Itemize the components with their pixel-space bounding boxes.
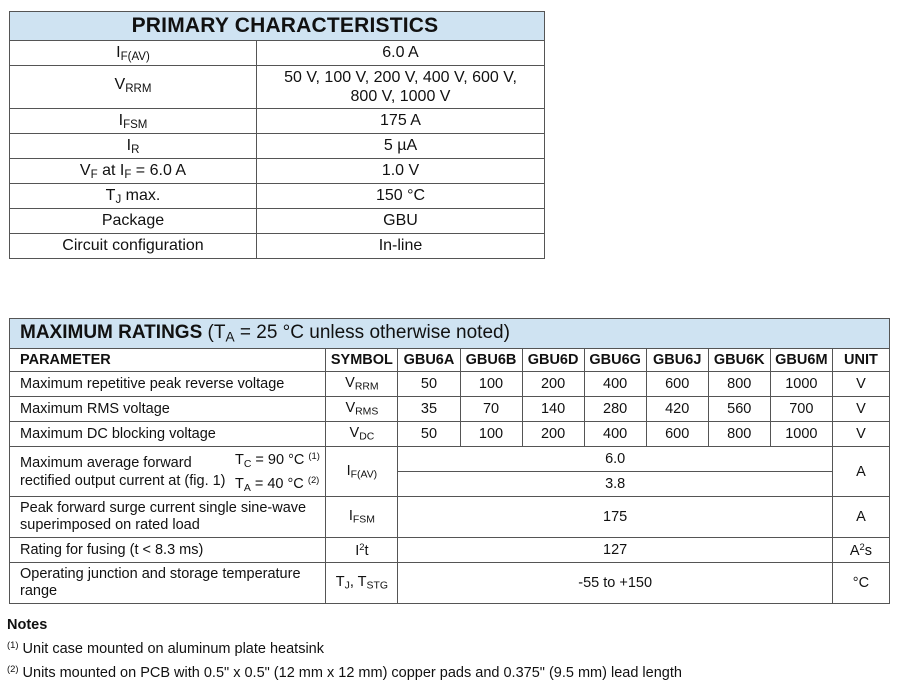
table-row (10, 134, 545, 159)
value-cell: 400 (584, 422, 646, 447)
value-cell: 50 (398, 422, 460, 447)
value-cell: 700 (770, 397, 832, 422)
table-row (10, 184, 545, 209)
column-header: GBU6M (770, 349, 832, 372)
param-cell (10, 159, 257, 184)
table-row (10, 422, 890, 447)
symbol-cell (326, 397, 398, 422)
note-text: Units mounted on PCB with 0.5" x 0.5" (12 mm x 12 mm) copper pads and 0.375" (9.5 mm) lead length (18, 665, 682, 682)
table-row (10, 563, 890, 604)
value-cell: 280 (584, 397, 646, 422)
value-cell: 175 A (257, 109, 545, 134)
condition-text: = 40 °C (250, 476, 308, 493)
value-cell: 175 (398, 497, 832, 538)
symbol-text: V (349, 425, 360, 442)
value-cell: In-line (257, 234, 545, 259)
symbol-text: V (345, 400, 356, 417)
value-cell: 1000 (770, 422, 832, 447)
value-cell: 600 (646, 372, 708, 397)
column-header: GBU6G (584, 349, 646, 372)
symbol-cell (326, 497, 398, 538)
note-item (7, 659, 682, 683)
table-row (10, 397, 890, 422)
table-row (10, 234, 545, 259)
value-cell: 600 (646, 422, 708, 447)
note-text: Unit case mounted on aluminum plate heatsink (18, 641, 324, 658)
unit-cell: °C (832, 563, 889, 604)
symbol-text: , T (349, 574, 367, 591)
param-cell: Maximum DC blocking voltage (10, 422, 326, 447)
symbol-cell (326, 563, 398, 604)
param-subscript: F (124, 168, 132, 181)
param-subscript: FSM (123, 118, 148, 131)
param-cell: Package (10, 209, 257, 234)
footnote-ref: (2) (307, 474, 320, 485)
value-cell: 150 °C (257, 184, 545, 209)
unit-cell: A (832, 497, 889, 538)
condition-text: T (235, 452, 244, 469)
symbol-subscript: J (344, 580, 350, 592)
param-line: superimposed on rated load (20, 517, 200, 533)
unit-cell: V (832, 422, 889, 447)
symbol-text: V (345, 375, 355, 392)
condition-text: (T (207, 322, 226, 344)
symbol-subscript: RMS (355, 406, 379, 418)
param-cell (10, 41, 257, 66)
symbol-subscript: RRM (354, 381, 379, 393)
condition-text: T (235, 476, 244, 493)
table-row (10, 447, 890, 472)
param-cell: Rating for fusing (t < 8.3 ms) (10, 538, 326, 563)
param-text: at I (97, 161, 125, 179)
param-cell (10, 109, 257, 134)
symbol-subscript: STG (366, 580, 388, 592)
param-text: max. (121, 186, 161, 204)
param-line: Peak forward surge current single sine-wave (20, 500, 307, 516)
symbol-text: t (364, 543, 369, 560)
unit-cell: V (832, 372, 889, 397)
param-line: Maximum average forward (20, 455, 192, 471)
param-subscript: F(AV) (120, 50, 150, 63)
param-cell: Maximum RMS voltage (10, 397, 326, 422)
symbol-cell (326, 372, 398, 397)
condition-text: = 25 °C unless otherwise noted) (234, 322, 510, 344)
column-header: PARAMETER (10, 349, 326, 372)
param-text: V (114, 76, 126, 94)
value-cell: 100 (460, 372, 522, 397)
param-text: I (126, 136, 132, 154)
condition-tc (235, 450, 320, 470)
value-cell: 100 (460, 422, 522, 447)
value-cell: 50 (398, 372, 460, 397)
table-row (10, 109, 545, 134)
value-cell: -55 to +150 (398, 563, 832, 604)
value-cell: 1000 (770, 372, 832, 397)
ratings-title: MAXIMUM RATINGS (20, 322, 203, 344)
symbol-cell (326, 422, 398, 447)
value-cell: 800 (708, 422, 770, 447)
value-cell: 3.8 (398, 472, 832, 497)
param-line: rectified output current at (fig. 1) (20, 473, 226, 489)
symbol-cell (326, 538, 398, 563)
column-header: UNIT (832, 349, 889, 372)
unit-cell: V (832, 397, 889, 422)
param-cell (10, 134, 257, 159)
maximum-ratings-table (9, 318, 890, 604)
param-text: I (118, 111, 124, 129)
param-cell (10, 447, 326, 497)
value-cell: 400 (584, 372, 646, 397)
table-row (10, 209, 545, 234)
symbol-subscript: DC (359, 431, 375, 443)
unit-cell (832, 538, 889, 563)
param-cell: Circuit configuration (10, 234, 257, 259)
param-text (20, 454, 226, 490)
param-line: range (20, 583, 58, 599)
value-cell: 6.0 A (257, 41, 545, 66)
value-cell: 127 (398, 538, 832, 563)
condition-subscript: C (243, 458, 252, 470)
param-subscript: RRM (125, 82, 152, 95)
unit-text: s (864, 543, 873, 560)
param-cell (10, 563, 326, 604)
value-cell: 6.0 (398, 447, 832, 472)
condition-text: = 90 °C (251, 452, 309, 469)
symbol-subscript: F(AV) (350, 469, 378, 481)
column-header: GBU6J (646, 349, 708, 372)
table-row (10, 66, 545, 109)
table-row (10, 538, 890, 563)
value-cell: 35 (398, 397, 460, 422)
symbol-text: I (355, 543, 360, 560)
value-cell: 560 (708, 397, 770, 422)
primary-title: PRIMARY CHARACTERISTICS (10, 12, 545, 41)
footnote-ref: (1) (308, 450, 320, 461)
condition-subscript: A (225, 329, 235, 345)
param-text: T (105, 186, 116, 204)
value-cell: 200 (522, 422, 584, 447)
param-cell (10, 497, 326, 538)
value-line: 800 V, 1000 V (350, 88, 451, 105)
value-cell: 800 (708, 372, 770, 397)
unit-text: A (849, 543, 860, 560)
table-row (10, 497, 890, 538)
ratings-condition (208, 322, 510, 343)
param-text: V (79, 161, 91, 179)
notes-section (7, 615, 682, 683)
notes-title: Notes (7, 617, 48, 633)
value-cell: 140 (522, 397, 584, 422)
value-line: 50 V, 100 V, 200 V, 400 V, 600 V, (284, 69, 517, 86)
param-cell (10, 66, 257, 109)
unit-cell: A (832, 447, 889, 497)
column-header: GBU6B (460, 349, 522, 372)
value-cell: 200 (522, 372, 584, 397)
symbol-text: T (335, 574, 345, 591)
value-cell: 1.0 V (257, 159, 545, 184)
symbol-text: I (348, 508, 353, 525)
value-cell: GBU (257, 209, 545, 234)
note-item (7, 635, 682, 659)
table-row (10, 372, 890, 397)
value-cell: 5 µA (257, 134, 545, 159)
condition-ta (235, 474, 319, 494)
param-cell (10, 184, 257, 209)
note-ref: (2) (7, 663, 19, 675)
column-header-row (10, 349, 890, 372)
condition-subscript: A (243, 482, 251, 494)
ratings-title-cell (10, 319, 890, 349)
value-cell (257, 66, 545, 109)
param-line: Operating junction and storage temperature (20, 566, 301, 582)
param-subscript: R (131, 143, 140, 156)
param-text: I (116, 43, 121, 61)
symbol-superscript: 2 (359, 540, 365, 552)
symbol-text: I (346, 462, 351, 479)
value-cell: 70 (460, 397, 522, 422)
column-header: SYMBOL (326, 349, 398, 372)
param-cell: Maximum repetitive peak reverse voltage (10, 372, 326, 397)
param-text: = 6.0 A (131, 161, 187, 179)
column-header: GBU6K (708, 349, 770, 372)
symbol-subscript: FSM (352, 514, 375, 526)
value-cell: 420 (646, 397, 708, 422)
param-subscript: J (115, 193, 122, 206)
table-row (10, 41, 545, 66)
note-ref: (1) (7, 639, 19, 650)
column-header: GBU6D (522, 349, 584, 372)
column-header: GBU6A (398, 349, 460, 372)
unit-superscript: 2 (859, 540, 865, 552)
param-subscript: F (90, 168, 98, 181)
primary-characteristics-table (9, 11, 545, 259)
table-row (10, 159, 545, 184)
symbol-cell (326, 447, 398, 497)
